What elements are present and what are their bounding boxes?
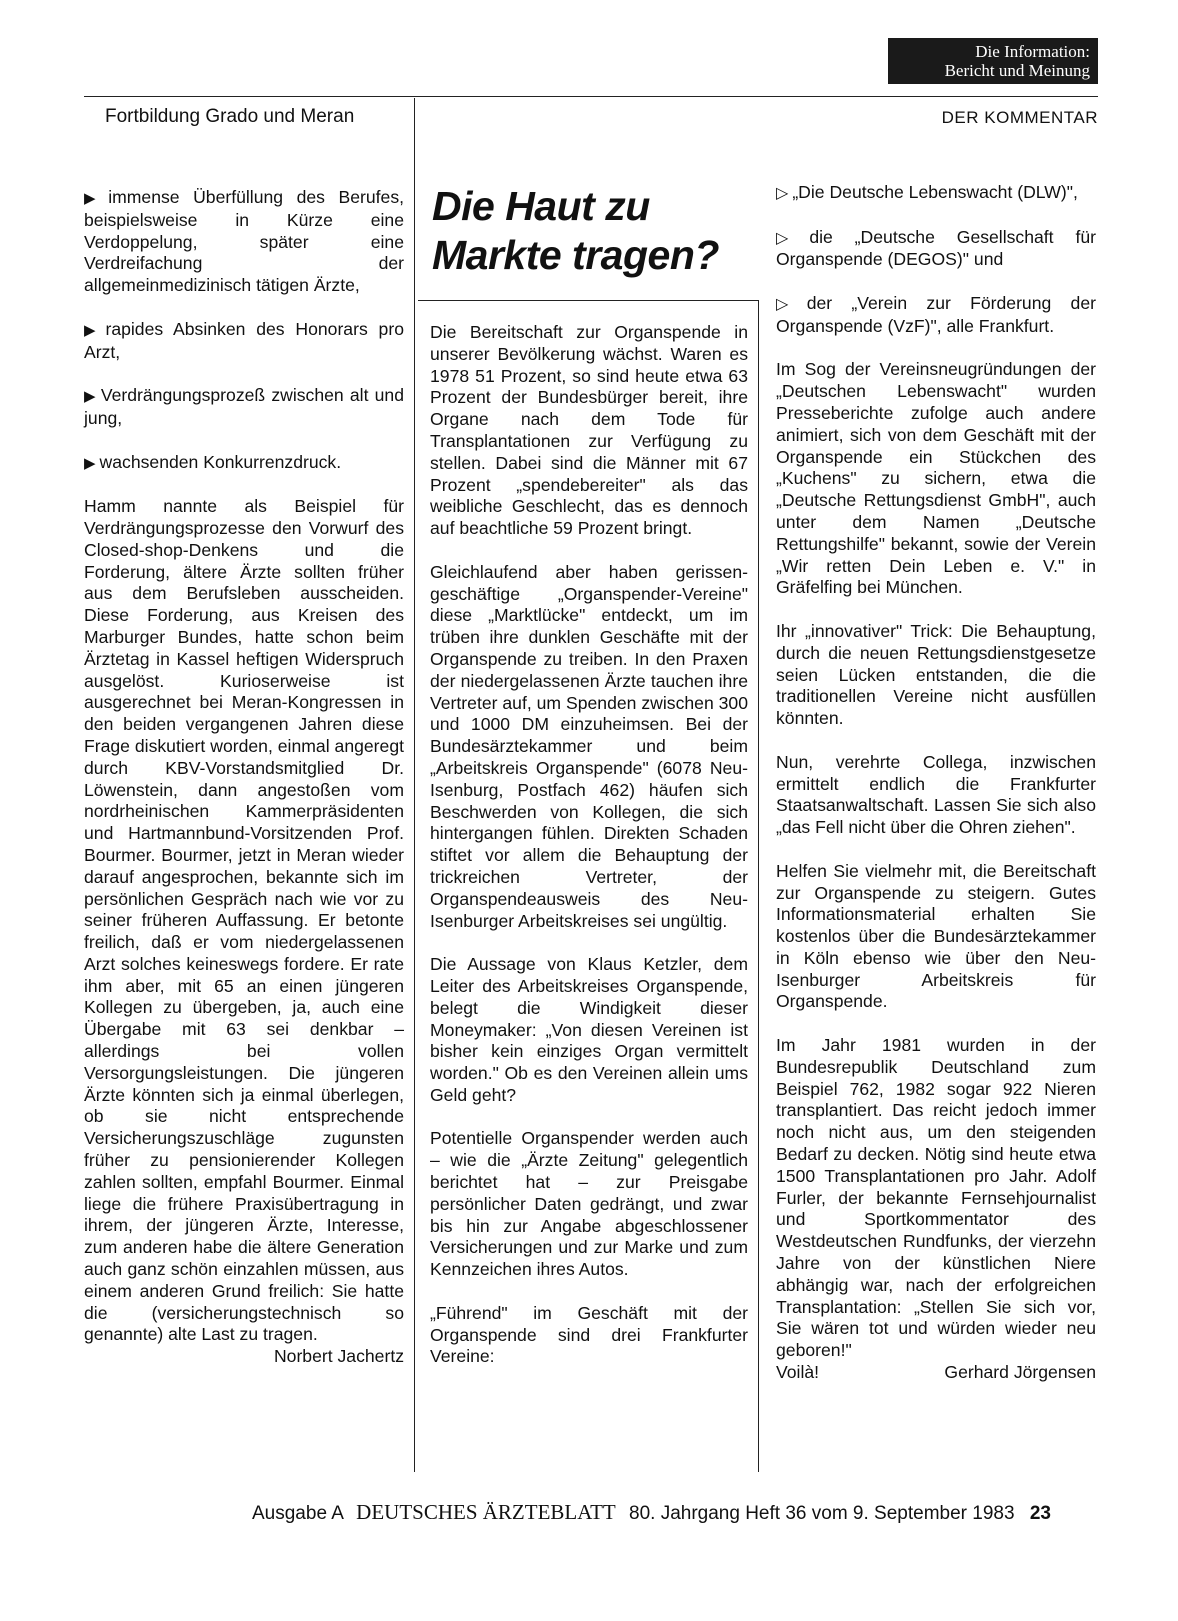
headline-rule — [418, 300, 758, 301]
header-rule — [84, 96, 1098, 97]
page-footer — [252, 1500, 1098, 1525]
body-paragraph: Ihr „innovativer" Trick: Die Behauptung, durch die neuen Rettungsdienstgesetze seien Lücken entstanden, die die traditionellen Vereine nicht ausfüllen könnten. — [776, 620, 1096, 729]
body-paragraph: Potentielle Organspender werden auch – wie die „Ärzte Zeitung" gelegentlich berichtet hat – zur Preisgabe persönlicher Daten gedrängt, und zwar bis hin zur Angabe abgeschlossener Versicherungen und zur Marke und zum Kennzeichen ihres Autos. — [430, 1128, 748, 1280]
footer-issue: 80. Jahrgang Heft 36 vom 9. September 1983 — [629, 1503, 1015, 1524]
author-signature: Gerhard Jörgensen — [944, 1362, 1096, 1383]
article-column-3 — [776, 182, 1096, 1384]
article-column-2 — [430, 322, 748, 1390]
column-divider-1 — [414, 98, 415, 1472]
headline-line-1: Die Haut zu — [432, 183, 650, 229]
badge-line-1: Die Information: — [975, 42, 1090, 61]
footer-journal: DEUTSCHES ÄRZTEBLATT — [356, 1500, 616, 1524]
triangle-bullet-icon: ▶ — [84, 388, 97, 406]
triangle-bullet-icon: ▶ — [84, 321, 102, 339]
author-signature: Norbert Jachertz — [273, 1346, 404, 1367]
closing-line — [776, 1362, 1096, 1384]
outline-triangle-icon: ▷ — [776, 295, 803, 313]
body-paragraph: Die Aussage von Klaus Ketzler, dem Leiter des Arbeitskreises Organspende, belegt die Windigkeit dieser Moneymaker: „Von diesen Vereinen ist bisher kein einziges Organ vermittelt worden." Ob es den Vereinen allein ums Geld geht? — [430, 954, 748, 1105]
body-paragraph: Hamm nannte als Beispiel für Verdrängungsprozesse den Vorwurf des Closed-shop-Denkens und die Forderung, ältere Ärzte sollten früher aus dem Berufsleben ausscheiden. Diese Forderung, aus Kreisen des Marburger Bundes, hatte schon beim Ärztetag in Kassel heftigen Widerspruch ausgelöst. Kurioserweise ist ausgerechnet bei Meran-Kongressen in den beiden vergangenen Jahren diese Frage diskutiert worden, einmal angeregt durch KBV-Vorstandsmitglied Dr. Löwenstein, dann angestoßen vom nordrheinischen Kammerpräsidenten und Hartmannbund-Vorsitzenden Prof. Bourmer. Bourmer, jetzt in Meran wieder darauf angesprochen, bekannte sich im persönlichen Gespräch nach wie vor zu seiner früheren Auffassung. Er betonte freilich, daß er vom niedergelassenen Arzt solches keineswegs fordere. Er rate ihm aber, mit 65 an einen jüngeren Kollegen zu übergeben, ja, auch eine Übergabe mit 63 sei denkbar – allerdings bei vollen Versorgungsleistungen. Die jüngeren Ärzte könnten sich ja einmal überlegen, ob sie nicht entsprechende Versicherungszuschläge zugunsten früher zu pensionierender Kollegen zahlen sollten, empfahl Bourmer. Einmal liege die frühere Praxisübertragung in ihrem, der jüngeren Ärzte, Interesse, zum anderen habe die ältere Generation auch ganz schön einzahlen müssen, aus einem anderen Grund freilich: Sie hatte die (versicherungstechnisch so genannte) alte Last zu tragen. — [84, 496, 404, 1345]
body-paragraph: Die Bereitschaft zur Organspende in unserer Bevölkerung wächst. Waren es 1978 51 Prozent, so sind heute etwa 63 Prozent der Bundesbürger bereit, ihre Organe nach dem Tode für Transplantationen zur Verfügung zu stellen. Dabei sind die Männer mit 67 Prozent „spendebereiter" als das weibliche Geschlecht, das es dennoch auf beachtliche 59 Prozent bringt. — [430, 322, 748, 539]
closing-word: Voilà! — [776, 1362, 820, 1383]
body-paragraph: „Führend" im Geschäft mit der Organspende sind drei Frankfurter Vereine: — [430, 1302, 748, 1367]
page-number: 23 — [1029, 1503, 1051, 1524]
footer-edition: Ausgabe A — [252, 1503, 343, 1524]
body-paragraph: Nun, verehrte Collega, inzwischen ermittelt endlich die Frankfurter Staatsanwaltschaft. Lassen Sie sich also „das Fell nicht über die Ohren ziehen". — [776, 751, 1096, 838]
bullet-item: ▶ rapides Absinken des Honorars pro Arzt, — [84, 318, 404, 362]
outline-triangle-icon: ▷ — [776, 229, 806, 247]
body-paragraph: Im Sog der Vereinsneugründungen der „Deutschen Lebenswacht" wurden Presseberichte zufolge auch andere animiert, sich von dem Geschäft mit der Organspende ein Stückchen des „Kuchens" zu sichern, etwa die „Deutsche Rettungsdienst GmbH", auch unter dem Namen „Deutsche Rettungshilfe" bekannt, sowie der Verein „Wir retten Dein Leben e. V." in Gräfelfing bei München. — [776, 359, 1096, 598]
body-paragraph: Gleichlaufend aber haben gerissen-geschäftige „Organspender-Vereine" diese „Marktlücke" entdeckt, um im trüben ihre dunklen Geschäfte mit der Organspende zu treiben. In den Praxen der niedergelassenen Ärzte tauchen ihre Vertreter auf, um Spenden zwischen 300 und 1000 DM einzuheimsen. Bei der Bundesärztekammer und beim „Arbeitskreis Organspende" (6078 Neu-Isenburg, Postfach 462) häufen sich Beschwerden von Kollegen, die sich hintergangen fühlen. Direkten Schaden stiftet vor allem die Behauptung der trickreichen Vertreter, der Organspendeausweis des Neu-Isenburger Arbeitskreises sei ungültig. — [430, 561, 748, 931]
body-paragraph: Im Jahr 1981 wurden in der Bundesrepublik Deutschland zum Beispiel 762, 1982 sogar 922 Nieren transplantiert. Das reicht jedoch immer noch nicht aus, um den steigenden Bedarf zu decken. Nötig sind heute etwa 1500 Transplantationen pro Jahr. Adolf Furler, der bekannte Fernsehjournalist und Sportkommentator des Westdeutschen Rundfunks, der vierzehn Jahre von der künstlichen Niere abhängig war, nach der erfolgreichen Transplantation: „Stellen Sie sich vor, Sie wären tot und würden wieder neu geboren!" — [776, 1035, 1096, 1361]
triangle-bullet-icon: ▶ — [84, 190, 105, 207]
section-badge — [888, 38, 1098, 84]
running-head-left: Fortbildung Grado und Meran — [105, 106, 355, 127]
list-item: ▷ der „Verein zur Förderung der Organspende (VzF)", alle Frankfurt. — [776, 292, 1096, 336]
bullet-item: ▶ Verdrängungsprozeß zwischen alt und jung, — [84, 385, 404, 428]
comment-headline — [432, 182, 754, 280]
headline-line-2: Markte tragen? — [432, 232, 719, 278]
badge-line-2: Bericht und Meinung — [944, 61, 1090, 80]
body-paragraph: Helfen Sie vielmehr mit, die Bereitschaft zur Organspende zu steigern. Gutes Informationsmaterial erhalten Sie kostenlos über die Bundesärztekammer in Köln ebenso wie über den Neu-Isenburger Arbeitskreis für Organspende. — [776, 860, 1096, 1012]
running-head-right: DER KOMMENTAR — [941, 108, 1098, 127]
article-column-1 — [84, 187, 404, 1368]
list-item: ▷ die „Deutsche Gesellschaft für Organspende (DEGOS)" und — [776, 226, 1096, 270]
triangle-bullet-icon: ▶ — [84, 454, 96, 472]
column-divider-2 — [758, 300, 759, 1472]
bullet-item: ▶ immense Überfüllung des Berufes, beispielsweise in Kürze eine Verdoppelung, später eine Verdreifachung der allgemeinmedizinisch tätigen Ärzte, — [84, 187, 405, 296]
outline-triangle-icon: ▷ — [776, 185, 789, 202]
bullet-item: ▶ wachsenden Konkurrenzdruck. — [84, 451, 342, 472]
list-item: ▷ „Die Deutsche Lebenswacht (DLW)", — [776, 182, 1078, 202]
